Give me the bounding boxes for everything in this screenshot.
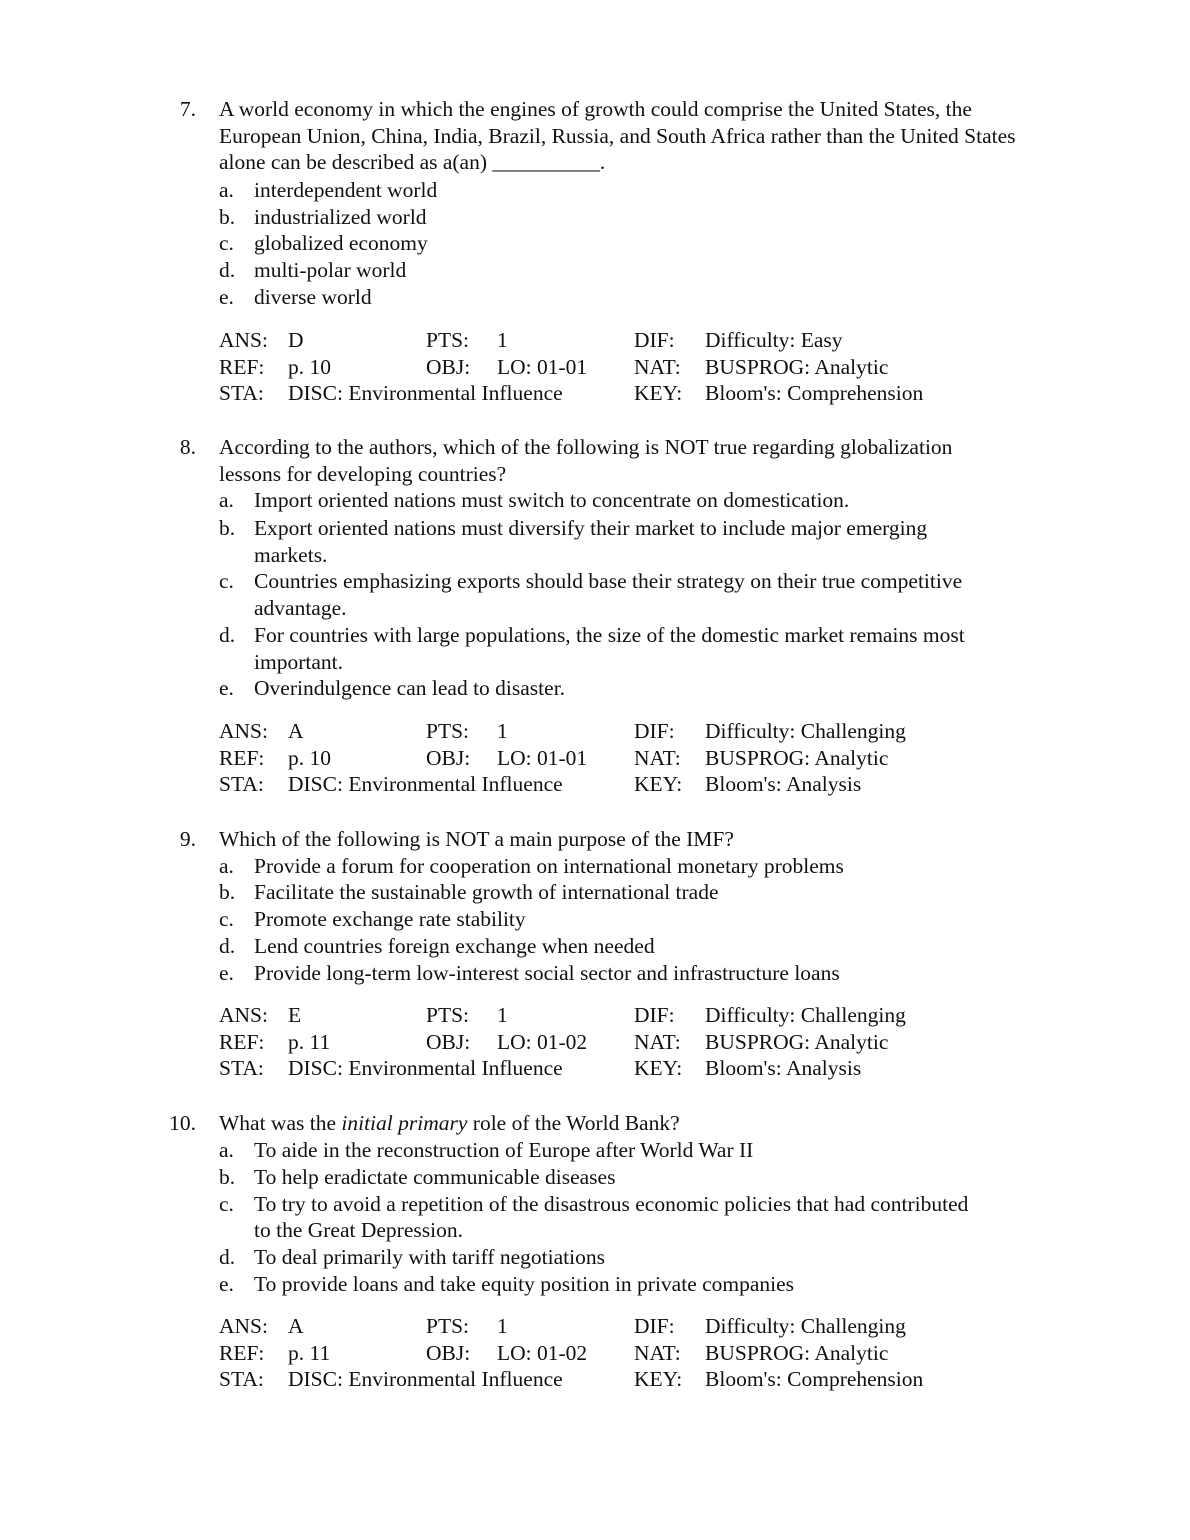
key-label: KEY:: [634, 381, 683, 405]
key-value: Bloom's: Comprehension: [705, 1367, 924, 1391]
ans-value: D: [288, 328, 304, 352]
option-letter: d.: [219, 1245, 236, 1269]
option-text: Import oriented nations must switch to concentrate on domestication.: [254, 488, 850, 512]
stem-line: Which of the following is NOT a main purpose of the IMF?: [219, 827, 734, 851]
nat-label: NAT:: [634, 1030, 681, 1054]
option-text: For countries with large populations, the size of the domestic market remains most: [254, 623, 965, 647]
key-value: Bloom's: Comprehension: [705, 381, 924, 405]
option-letter: a.: [219, 1138, 234, 1162]
question-stem: [219, 826, 1099, 853]
nat-label: NAT:: [634, 746, 681, 770]
question-number: 10.: [169, 1111, 196, 1135]
option-text: To provide loans and take equity position in private companies: [254, 1272, 795, 1296]
question-stem: [219, 434, 1099, 487]
sta-label: STA:: [219, 1056, 264, 1080]
dif-label: DIF:: [634, 1003, 675, 1027]
dif-label: DIF:: [634, 328, 675, 352]
pts-label: PTS:: [426, 719, 470, 743]
ans-label: ANS:: [219, 328, 268, 352]
option-letter: b.: [219, 880, 236, 904]
pts-label: PTS:: [426, 328, 470, 352]
pts-value: 1: [497, 719, 508, 743]
option-letter: b.: [219, 516, 236, 540]
dif-label: DIF:: [634, 719, 675, 743]
option-text: diverse world: [254, 285, 372, 309]
option-text: To deal primarily with tariff negotiations: [254, 1245, 605, 1269]
metadata-row: [0, 1340, 1190, 1367]
option-letter: d.: [219, 623, 236, 647]
metadata-row: [0, 354, 1190, 381]
dif-value: Difficulty: Easy: [705, 328, 843, 352]
nat-label: NAT:: [634, 355, 681, 379]
ref-value: p. 11: [288, 1341, 331, 1365]
obj-value: LO: 01-02: [497, 1030, 588, 1054]
obj-label: OBJ:: [426, 1030, 471, 1054]
question-number: 8.: [179, 435, 196, 459]
pts-value: 1: [497, 1314, 508, 1338]
obj-label: OBJ:: [426, 355, 471, 379]
question-number: 9.: [179, 827, 196, 851]
question-stem: [219, 1110, 1099, 1137]
option-text: industrialized world: [254, 205, 427, 229]
option-text: To aide in the reconstruction of Europe after World War II: [254, 1138, 754, 1162]
option-text: Promote exchange rate stability: [254, 907, 526, 931]
metadata-row: [0, 1313, 1190, 1340]
option-letter: e.: [219, 1272, 234, 1296]
obj-label: OBJ:: [426, 746, 471, 770]
sta-label: STA:: [219, 772, 264, 796]
option-letter: c.: [219, 231, 234, 255]
ans-value: A: [288, 719, 304, 743]
dif-value: Difficulty: Challenging: [705, 1003, 906, 1027]
stem-outro: role of the World Bank?: [467, 1111, 680, 1135]
option-letter: d.: [219, 934, 236, 958]
option-text: multi-polar world: [254, 258, 407, 282]
sta-value: DISC: Environmental Influence: [288, 772, 563, 796]
pts-label: PTS:: [426, 1003, 470, 1027]
option-text: interdependent world: [254, 178, 438, 202]
ans-value: A: [288, 1314, 304, 1338]
option-letter: a.: [219, 854, 234, 878]
ans-label: ANS:: [219, 1314, 268, 1338]
option-letter: e.: [219, 676, 234, 700]
stem-emphasis: initial primary: [341, 1111, 468, 1135]
key-label: KEY:: [634, 1056, 683, 1080]
key-label: KEY:: [634, 1367, 683, 1391]
option-letter: c.: [219, 569, 234, 593]
option-text-continued: advantage.: [254, 596, 347, 620]
option-letter: b.: [219, 205, 236, 229]
metadata-row: [0, 380, 1190, 407]
option-text: To help eradictate communicable diseases: [254, 1165, 616, 1189]
stem-intro: What was the: [219, 1111, 342, 1135]
key-label: KEY:: [634, 772, 683, 796]
dif-label: DIF:: [634, 1314, 675, 1338]
ref-label: REF:: [219, 355, 265, 379]
obj-label: OBJ:: [426, 1341, 471, 1365]
stem-line: [219, 1110, 1099, 1137]
sta-label: STA:: [219, 1367, 264, 1391]
sta-label: STA:: [219, 381, 264, 405]
stem-line: A world economy in which the engines of growth could comprise the United States, the: [219, 97, 972, 121]
metadata-row: [0, 771, 1190, 798]
ans-label: ANS:: [219, 1003, 268, 1027]
option-text: To try to avoid a repetition of the disastrous economic policies that had contributed: [254, 1192, 969, 1216]
option-letter: d.: [219, 258, 236, 282]
ref-value: p. 10: [288, 746, 331, 770]
sta-value: DISC: Environmental Influence: [288, 1056, 563, 1080]
stem-line: European Union, China, India, Brazil, Russia, and South Africa rather than the United States: [219, 123, 1016, 148]
option-text-continued: to the Great Depression.: [254, 1218, 463, 1242]
option-text: globalized economy: [254, 231, 428, 255]
stem-line: According to the authors, which of the following is NOT true regarding globalization: [219, 435, 953, 459]
obj-value: LO: 01-01: [497, 355, 588, 379]
option-text: Export oriented nations must diversify their market to include major emerging: [254, 516, 928, 540]
ref-label: REF:: [219, 1341, 265, 1365]
option-text: Countries emphasizing exports should base their strategy on their true competitive: [254, 569, 963, 593]
ref-value: p. 10: [288, 355, 331, 379]
nat-label: NAT:: [634, 1341, 681, 1365]
option-letter: b.: [219, 1165, 236, 1189]
dif-value: Difficulty: Challenging: [705, 1314, 906, 1338]
metadata-row: [0, 1029, 1190, 1056]
option-letter: a.: [219, 488, 234, 512]
metadata-row: [0, 745, 1190, 772]
question-stem: [219, 96, 1099, 176]
option-text: Facilitate the sustainable growth of international trade: [254, 880, 719, 904]
key-value: Bloom's: Analysis: [705, 772, 862, 796]
pts-value: 1: [497, 328, 508, 352]
sta-value: DISC: Environmental Influence: [288, 381, 563, 405]
sta-value: DISC: Environmental Influence: [288, 1367, 563, 1391]
nat-value: BUSPROG: Analytic: [705, 355, 889, 379]
metadata-row: [0, 1366, 1190, 1393]
option-text: Provide a forum for cooperation on international monetary problems: [254, 854, 844, 878]
option-letter: c.: [219, 1192, 234, 1216]
option-text: Lend countries foreign exchange when needed: [254, 934, 655, 958]
nat-value: BUSPROG: Analytic: [705, 1341, 889, 1365]
ref-value: p. 11: [288, 1030, 331, 1054]
obj-value: LO: 01-02: [497, 1341, 588, 1365]
option-text-continued: important.: [254, 650, 343, 674]
ref-label: REF:: [219, 1030, 265, 1054]
stem-line: alone can be described as a(an) __________.: [219, 150, 606, 174]
ans-label: ANS:: [219, 719, 268, 743]
ans-value: E: [288, 1003, 302, 1027]
metadata-row: [0, 1055, 1190, 1082]
option-text: Provide long-term low-interest social sector and infrastructure loans: [254, 961, 840, 985]
obj-value: LO: 01-01: [497, 746, 588, 770]
option-letter: c.: [219, 907, 234, 931]
metadata-row: [0, 1002, 1190, 1029]
dif-value: Difficulty: Challenging: [705, 719, 906, 743]
nat-value: BUSPROG: Analytic: [705, 1030, 889, 1054]
nat-value: BUSPROG: Analytic: [705, 746, 889, 770]
question-number: 7.: [179, 97, 196, 121]
option-text: Overindulgence can lead to disaster.: [254, 676, 566, 700]
option-letter: a.: [219, 178, 234, 202]
stem-line: lessons for developing countries?: [219, 461, 507, 486]
pts-value: 1: [497, 1003, 508, 1027]
metadata-row: [0, 718, 1190, 745]
option-letter: e.: [219, 961, 234, 985]
key-value: Bloom's: Analysis: [705, 1056, 862, 1080]
ref-label: REF:: [219, 746, 265, 770]
option-letter: e.: [219, 285, 234, 309]
option-text-continued: markets.: [254, 543, 328, 567]
pts-label: PTS:: [426, 1314, 470, 1338]
metadata-row: [0, 327, 1190, 354]
